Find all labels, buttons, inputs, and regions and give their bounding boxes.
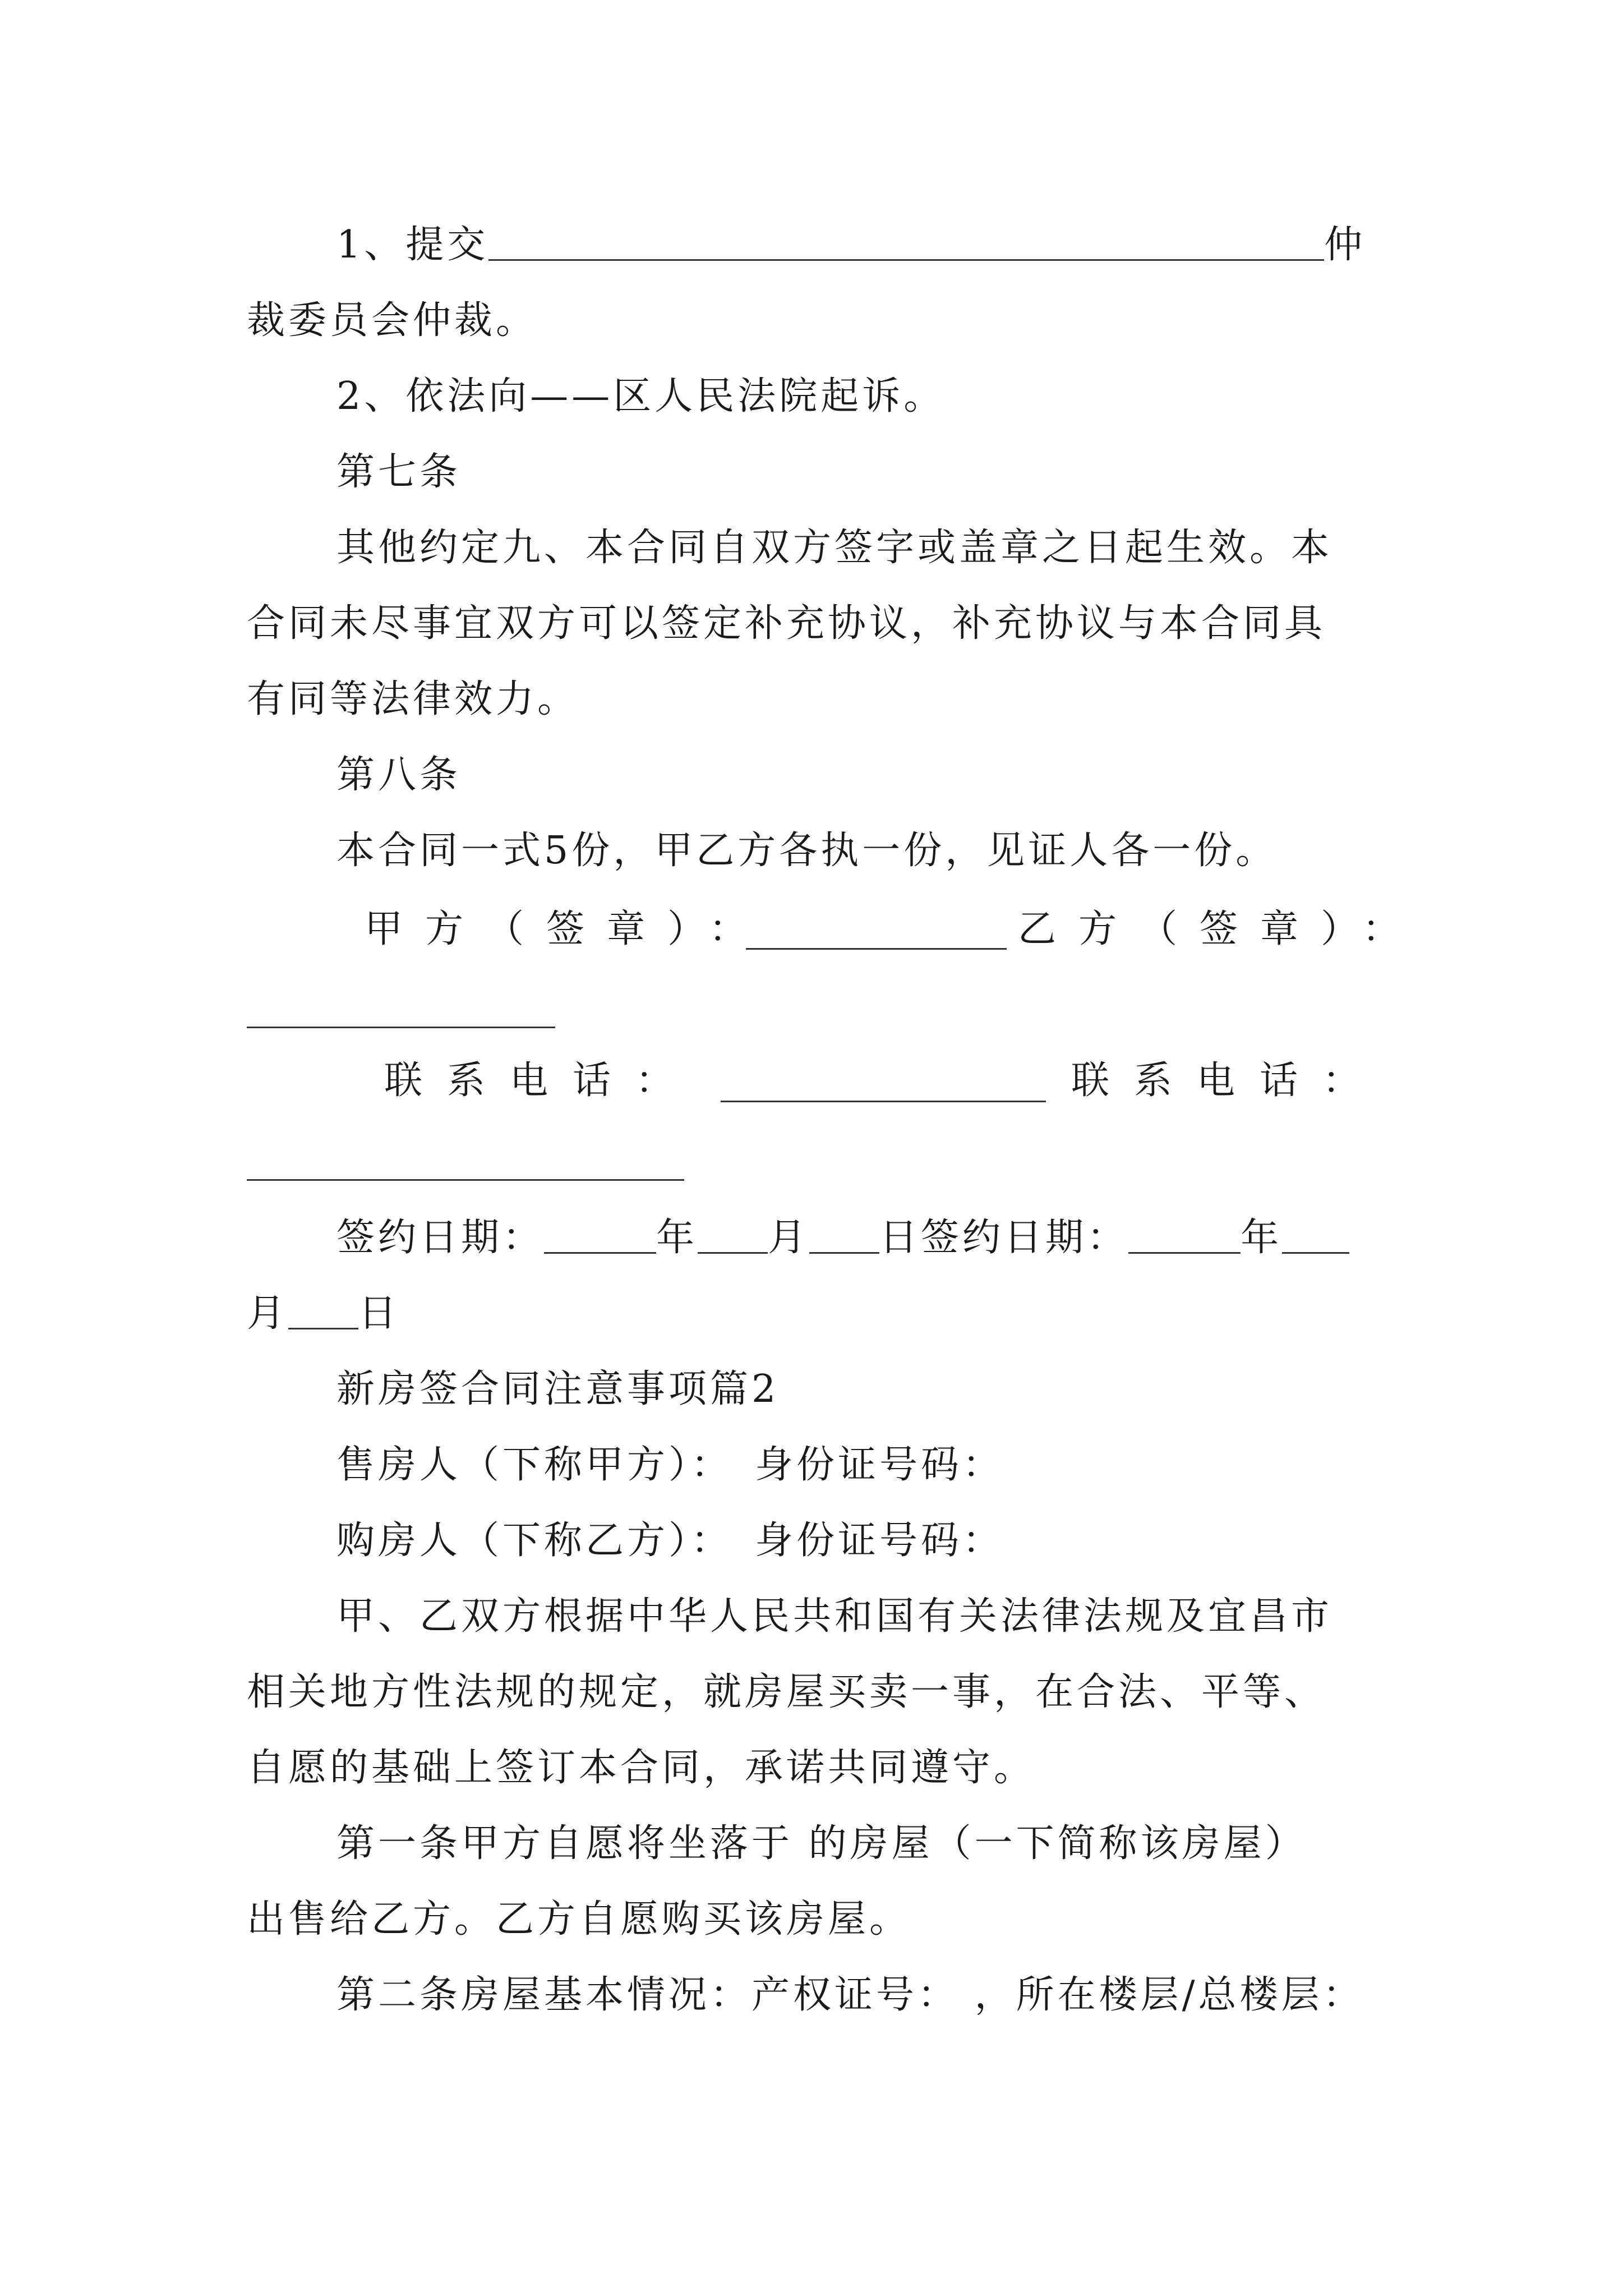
clause-lawsuit: 2、依法向——区人民法院起诉。 — [336, 374, 946, 418]
party-a-signature-blank — [746, 948, 1007, 950]
article-seven-heading: 第七条 — [336, 450, 462, 494]
section-heading-2: 新房签合同注意事项篇2 — [336, 1367, 780, 1411]
preamble-line1: 甲、乙双方根据中华人民共和国有关法律法规及宜昌市 — [336, 1594, 1333, 1639]
year-label-b: 年 — [1241, 1216, 1283, 1260]
year-blank-b — [1128, 1213, 1241, 1254]
day-and-signing-date-b-label: 日签约日期： — [879, 1216, 1129, 1260]
party-a-signature-label: 甲方（签章）： — [365, 907, 770, 951]
seller-label: 售房人（下称甲方）： — [336, 1443, 733, 1487]
party-b-signature-blank — [247, 1027, 555, 1028]
preamble-line3: 自愿的基础上签订本合同，承诺共同遵守。 — [247, 1746, 1036, 1790]
seller-line — [336, 1440, 1004, 1490]
clause-arbitration-line1 — [336, 220, 1366, 270]
year-blank-a — [544, 1213, 656, 1254]
month-blank-b-trailing — [1282, 1213, 1349, 1254]
article-seven-line3: 有同等法律效力。 — [247, 677, 579, 721]
month-blank-a — [698, 1213, 768, 1254]
buyer-id-label: 身份证号码： — [755, 1519, 1004, 1563]
buyer-label: 购房人（下称乙方）： — [336, 1519, 733, 1563]
clause-arbitration-suffix: 仲 — [1324, 223, 1366, 267]
article-eight-heading: 第八条 — [336, 753, 462, 797]
day-label-b: 日 — [358, 1291, 400, 1336]
arbitration-blank — [488, 220, 1324, 261]
clause-arbitration-line2: 裁委员会仲裁。 — [247, 298, 538, 343]
party-b-phone-label: 联系电话： — [1071, 1059, 1386, 1103]
article-two-line1: 第二条房屋基本情况：产权证号： ，所在楼层/总楼层： — [336, 1973, 1364, 2017]
buyer-line — [336, 1516, 1004, 1566]
party-a-phone-label: 联系电话： — [384, 1059, 699, 1103]
day-blank-a — [809, 1213, 879, 1254]
party-a-phone-blank — [721, 1101, 1046, 1102]
article-one-line1: 第一条甲方自愿将坐落于 的房屋（一下简称该房屋） — [336, 1821, 1307, 1866]
day-blank-b — [288, 1289, 358, 1329]
month-label-b: 月 — [247, 1291, 289, 1336]
party-b-signature-label: 乙方（签章）： — [1018, 907, 1423, 951]
seller-id-label: 身份证号码： — [755, 1443, 1004, 1487]
signing-date-a-label: 签约日期： — [336, 1216, 545, 1260]
article-one-line2: 出售给乙方。乙方自愿购买该房屋。 — [247, 1897, 911, 1941]
article-seven-line1: 其他约定九、本合同自双方签字或盖章之日起生效。本 — [336, 526, 1333, 570]
article-eight-text: 本合同一式5份，甲乙方各执一份，见证人各一份。 — [336, 829, 1278, 873]
signing-date-line2 — [247, 1289, 400, 1339]
party-b-phone-blank — [247, 1179, 684, 1181]
month-label-a: 月 — [768, 1216, 810, 1260]
article-seven-line2: 合同未尽事宜双方可以签定补充协议，补充协议与本合同具 — [247, 601, 1326, 646]
year-label-a: 年 — [656, 1216, 698, 1260]
preamble-line2: 相关地方性法规的规定，就房屋买卖一事，在合法、平等、 — [247, 1670, 1326, 1714]
clause-arbitration-prefix: 1、提交 — [336, 223, 489, 267]
signing-date-line1 — [336, 1213, 1349, 1263]
